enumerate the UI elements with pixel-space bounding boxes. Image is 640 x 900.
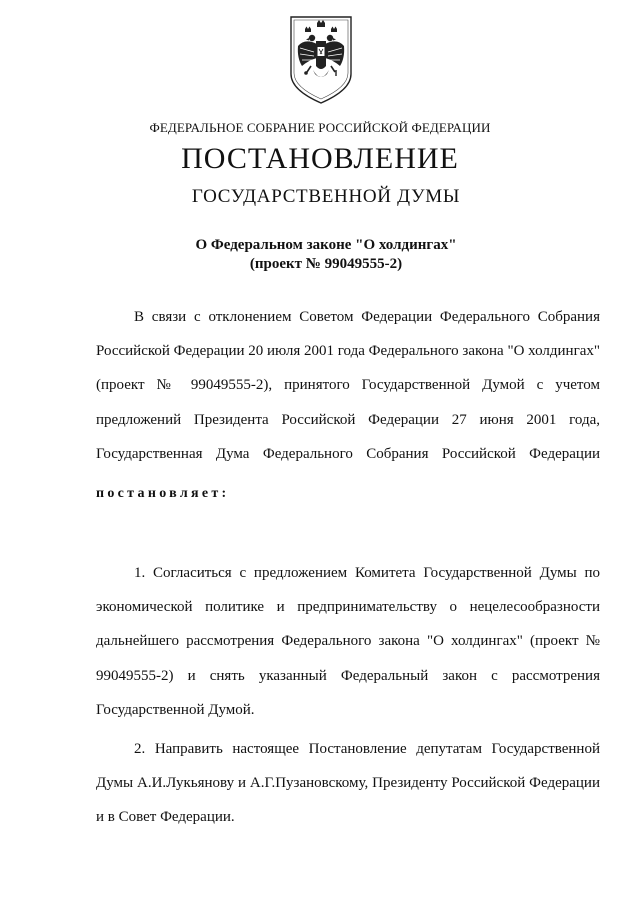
preamble-paragraph: В связи с отклонением Советом Федерации Федерального Собрания Российской Федерации 20 июля 2001 года Федерального закона "О холдингах" (проект № 99049555-2), принятого Государственной Думой с учетом предложений Президента Российской Федерации 27 июня 2001 года, Государственная Дума Федерального Собрания Российской Федерации [96, 309, 601, 462]
subject-line-1: О Федеральном законе "О холдингах" [195, 237, 457, 253]
subject-line-2: (проект № 99049555-2) [249, 256, 403, 272]
resolution-word: постановляет: [96, 486, 230, 501]
document-title: ПОСТАНОВЛЕНИЕ [181, 142, 459, 175]
document-subtitle: ГОСУДАРСТВЕННОЙ ДУМЫ [191, 186, 461, 207]
document-subject [0, 236, 640, 274]
clause-1-paragraph: 1. Согласиться с предложением Комитета Государственной Думы по экономической политике и предпринимательству о нецелесообразности дальнейшего рассмотрения Федерального закона "О холдингах" (проект № 99049555-2) и снять указанный Федеральный закон с рассмотрения Государственной Думой. [96, 565, 600, 718]
clause-2-paragraph: 2. Направить настоящее Постановление депутатам Государственной Думы А.И.Лукьянову и А.Г.Пузановскому, Президенту Российской Федерации и в Совет Федерации. [96, 741, 600, 826]
russian-coat-of-arms-icon [287, 14, 355, 106]
parliament-name: ФЕДЕРАЛЬНОЕ СОБРАНИЕ РОССИЙСКОЙ ФЕДЕРАЦИИ [149, 120, 491, 135]
